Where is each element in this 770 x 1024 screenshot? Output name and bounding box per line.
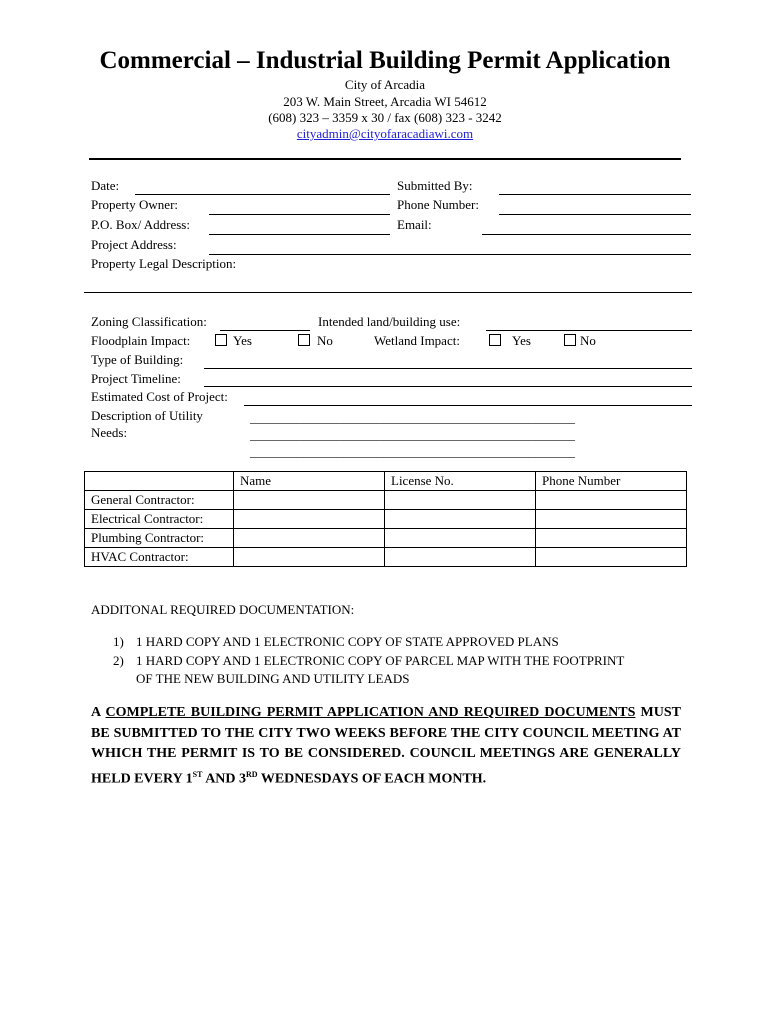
submission-notice [91,703,681,790]
hvac-license-cell[interactable] [385,548,536,567]
utility-field-line2[interactable]: ________________________________________________________ [250,428,575,442]
notice-body-2: AND 3 [202,771,247,787]
table-header-row [85,472,687,491]
zoning-label: Zoning Classification: [91,314,207,329]
building-type-field[interactable] [204,368,692,369]
property-owner-field[interactable] [209,214,390,215]
po-box-label: P.O. Box/ Address: [91,217,190,232]
project-address-field[interactable] [209,254,691,255]
electrical-license-cell[interactable] [385,510,536,529]
building-type-label: Type of Building: [91,352,184,367]
plumbing-phone-cell[interactable] [536,529,687,548]
hvac-phone-cell[interactable] [536,548,687,567]
city-phone-fax: (608) 323 – 3359 x 30 / fax (608) 323 - 3242 [268,110,502,125]
floodplain-no-label: No [317,333,333,348]
row-label-general: General Contractor: [85,491,234,510]
date-field[interactable] [135,194,390,195]
wetland-no-checkbox[interactable] [564,334,576,346]
notice-lead: A [91,705,106,720]
notice-underlined: COMPLETE BUILDING PERMIT APPLICATION AND REQUIRED DOCUMENTS [105,705,636,720]
notice-body-3: WEDNESDAYS OF EACH MONTH. [257,771,487,787]
wetland-label: Wetland Impact: [374,333,460,348]
row-label-plumbing: Plumbing Contractor: [85,529,234,548]
table-row [85,529,687,548]
notice-sup-st: ST [192,769,203,779]
floodplain-yes-checkbox[interactable] [215,334,227,346]
page-title: Commercial – Industrial Building Permit Application [99,47,671,74]
floodplain-yes-label: Yes [233,333,252,348]
column-header-license: License No. [385,472,536,491]
table-row [85,510,687,529]
submitted-by-field[interactable] [499,194,691,195]
doc-item1-text: 1 HARD COPY AND 1 ELECTRONIC COPY OF STATE APPROVED PLANS [136,634,559,649]
zoning-field[interactable] [220,330,310,331]
doc-item2-number: 2) [113,653,124,668]
city-email-link[interactable]: cityadmin@cityofaracadiawi.com [296,126,474,141]
po-box-field[interactable] [209,234,390,235]
column-header-name: Name [234,472,385,491]
contractor-table [84,471,687,567]
electrical-name-cell[interactable] [234,510,385,529]
doc-item2-text-line1: 1 HARD COPY AND 1 ELECTRONIC COPY OF PARCEL MAP WITH THE FOOTPRINT [136,653,625,668]
row-label-hvac: HVAC Contractor: [85,548,234,567]
documentation-heading: ADDITONAL REQUIRED DOCUMENTATION: [91,602,355,617]
utility-label-line2: Needs: [91,425,128,440]
doc-item2-text-line2: OF THE NEW BUILDING AND UTILITY LEADS [136,671,410,686]
general-name-cell[interactable] [234,491,385,510]
wetland-yes-label: Yes [512,333,531,348]
cost-label: Estimated Cost of Project: [91,389,228,404]
wetland-no-label: No [580,333,596,348]
date-label: Date: [91,178,120,193]
general-license-cell[interactable] [385,491,536,510]
doc-item1-number: 1) [113,634,124,649]
project-address-label: Project Address: [91,237,177,252]
hvac-name-cell[interactable] [234,548,385,567]
header-divider [89,158,681,160]
timeline-label: Project Timeline: [91,371,181,386]
timeline-field[interactable] [204,386,692,387]
utility-label-line1: Description of Utility [91,408,203,423]
plumbing-license-cell[interactable] [385,529,536,548]
property-owner-label: Property Owner: [91,197,179,212]
city-name: City of Arcadia [344,77,426,92]
row-label-electrical: Electrical Contractor: [85,510,234,529]
phone-number-field[interactable] [499,214,691,215]
legal-description-field[interactable] [84,292,692,293]
notice-body-1: MUST BE SUBMITTED TO THE CITY TWO WEEKS BEFORE THE CITY COUNCIL MEETING AT WHICH THE PERMIT IS TO BE CONSIDERED. COUNCIL MEETINGS ARE GENERALLY HELD EVERY 1 [91,705,682,787]
table-row [85,491,687,510]
phone-number-label: Phone Number: [397,197,479,212]
cost-field[interactable] [244,405,692,406]
utility-field-line1[interactable]: ________________________________________________________ [250,411,575,425]
wetland-yes-checkbox[interactable] [489,334,501,346]
floodplain-label: Floodplain Impact: [91,333,191,348]
table-corner-cell [85,472,234,491]
email-label: Email: [397,217,432,232]
column-header-phone: Phone Number [536,472,687,491]
legal-description-label: Property Legal Description: [91,256,237,271]
general-phone-cell[interactable] [536,491,687,510]
table-row [85,548,687,567]
floodplain-no-checkbox[interactable] [298,334,310,346]
email-field[interactable] [482,234,691,235]
notice-sup-rd: RD [246,769,258,779]
plumbing-name-cell[interactable] [234,529,385,548]
submitted-by-label: Submitted By: [397,178,473,193]
utility-field-line3[interactable]: ________________________________________________________ [250,445,575,459]
city-email-line [0,126,770,142]
city-address: 203 W. Main Street, Arcadia WI 54612 [283,94,487,109]
intended-use-field[interactable] [486,330,692,331]
intended-use-label: Intended land/building use: [318,314,461,329]
electrical-phone-cell[interactable] [536,510,687,529]
